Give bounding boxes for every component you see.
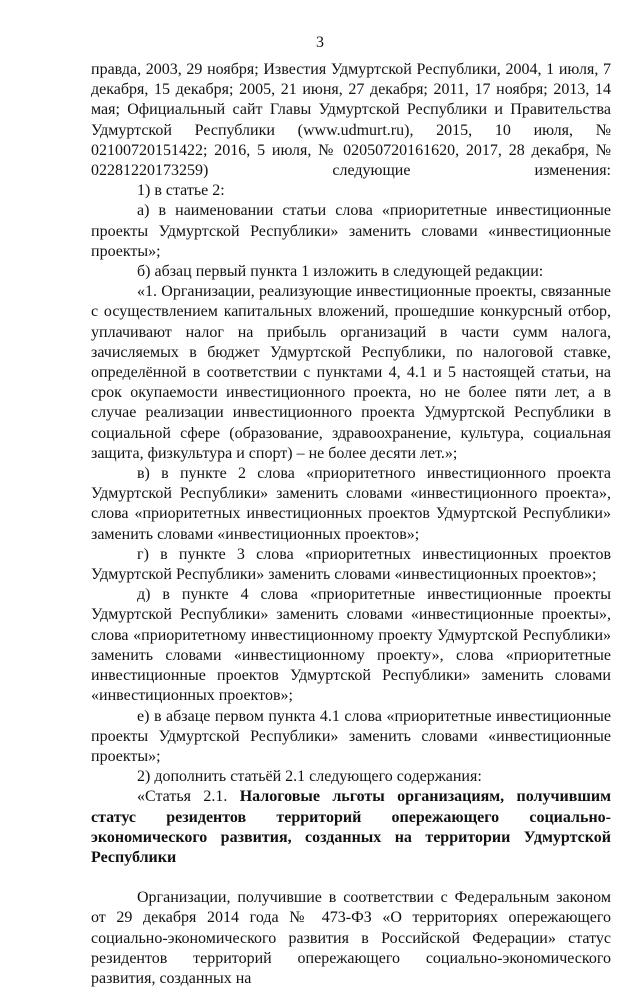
paragraph-item-g: г) в пункте 3 слова «приоритетных инвестиционных проектов Удмуртской Республики» заменить словами «инвестиционных проектов»;: [91, 545, 611, 584]
paragraph-item-d: д) в пункте 4 слова «приоритетные инвестиционные проекты Удмуртской Республики» заменить словами «инвестиционные проекты», слова «приоритетному инвестиционному проекту Удмуртской Республики» заменить словами «инвестиционному проекту», слова «приоритетные инвестиционные проектов Удмуртской Республики» заменить словами «инвестиционных проектов»;: [91, 586, 611, 705]
paragraph-item-e: е) в абзаце первом пункта 4.1 слова «приоритетные инвестиционные проекты Удмуртской Республики» заменить словами «инвестиционные проекты»;: [91, 707, 611, 765]
paragraph-item-v: в) в пункте 2 слова «приоритетного инвестиционного проекта Удмуртской Республики» заменить словами «инвестиционного проекта», слова «приоритетных инвестиционных проектов Удмуртской Республики» заменить словами «инвестиционных проектов»;: [91, 465, 611, 543]
article-heading-prefix: «Статья 2.1.: [137, 788, 240, 806]
document-body: [91, 60, 611, 989]
paragraph-sources: правда, 2003, 29 ноября; Известия Удмуртской Республики, 2004, 1 июля, 7 декабря, 15 декабря; 2005, 21 июня, 27 декабря; 2011, 17 ноября; 2013, 14 мая; Официальный сайт Главы Удмуртской Республики и Правительства Удмуртской Республики (www.udmurt.ru), 2015, 10 июля, № 02100720151422; 2016, 5 июля, № 02050720161620, 2017, 28 декабря, № 02281220173259) следующие изменения:: [91, 61, 611, 180]
paragraph-article-text: Организации, получившие в соответствии с Федеральным законом от 29 декабря 2014 года № 473-ФЗ «О территориях опережающего социально-экономического развития в Российской Федерации» статус резидентов территорий опережающего социально-экономического развития, созданных на: [91, 889, 611, 987]
page-number: 3: [316, 34, 324, 51]
paragraph-quote-1: «1. Организации, реализующие инвестиционные проекты, связанные с осуществлением капитальных вложений, прошедшие конкурсный отбор, уплачивают налог на прибыль организаций в части сумм налога, зачисляемых в бюджет Удмуртской Республики, по налоговой ставке, определённой в соответствии с пунктами 4, 4.1 и 5 настоящей статьи, на срок окупаемости инвестиционного проекта, но не более пяти лет, а в случае реализации инвестиционного проекта Удмуртской Республики в социальной сфере (образование, здравоохранение, культура, социальная защита, физкультура и спорт) – не более десяти лет.»;: [91, 283, 611, 462]
paragraph-item-1: 1) в статье 2:: [137, 182, 225, 200]
article-heading: [91, 787, 611, 868]
paragraph-item-2: 2) дополнить статьёй 2.1 следующего содержания:: [137, 768, 482, 786]
paragraph-item-b: б) абзац первый пункта 1 изложить в следующей редакции:: [137, 263, 544, 281]
article-heading-title: Налоговые льготы организациям, получившим статус резидентов территорий опережающего социально-экономического развития, созданных на территории Удмуртской Республики: [91, 788, 611, 866]
paragraph-item-a: а) в наименовании статьи слова «приоритетные инвестиционные проекты Удмуртской Республики» заменить словами «инвестиционные проекты»;: [91, 202, 611, 260]
